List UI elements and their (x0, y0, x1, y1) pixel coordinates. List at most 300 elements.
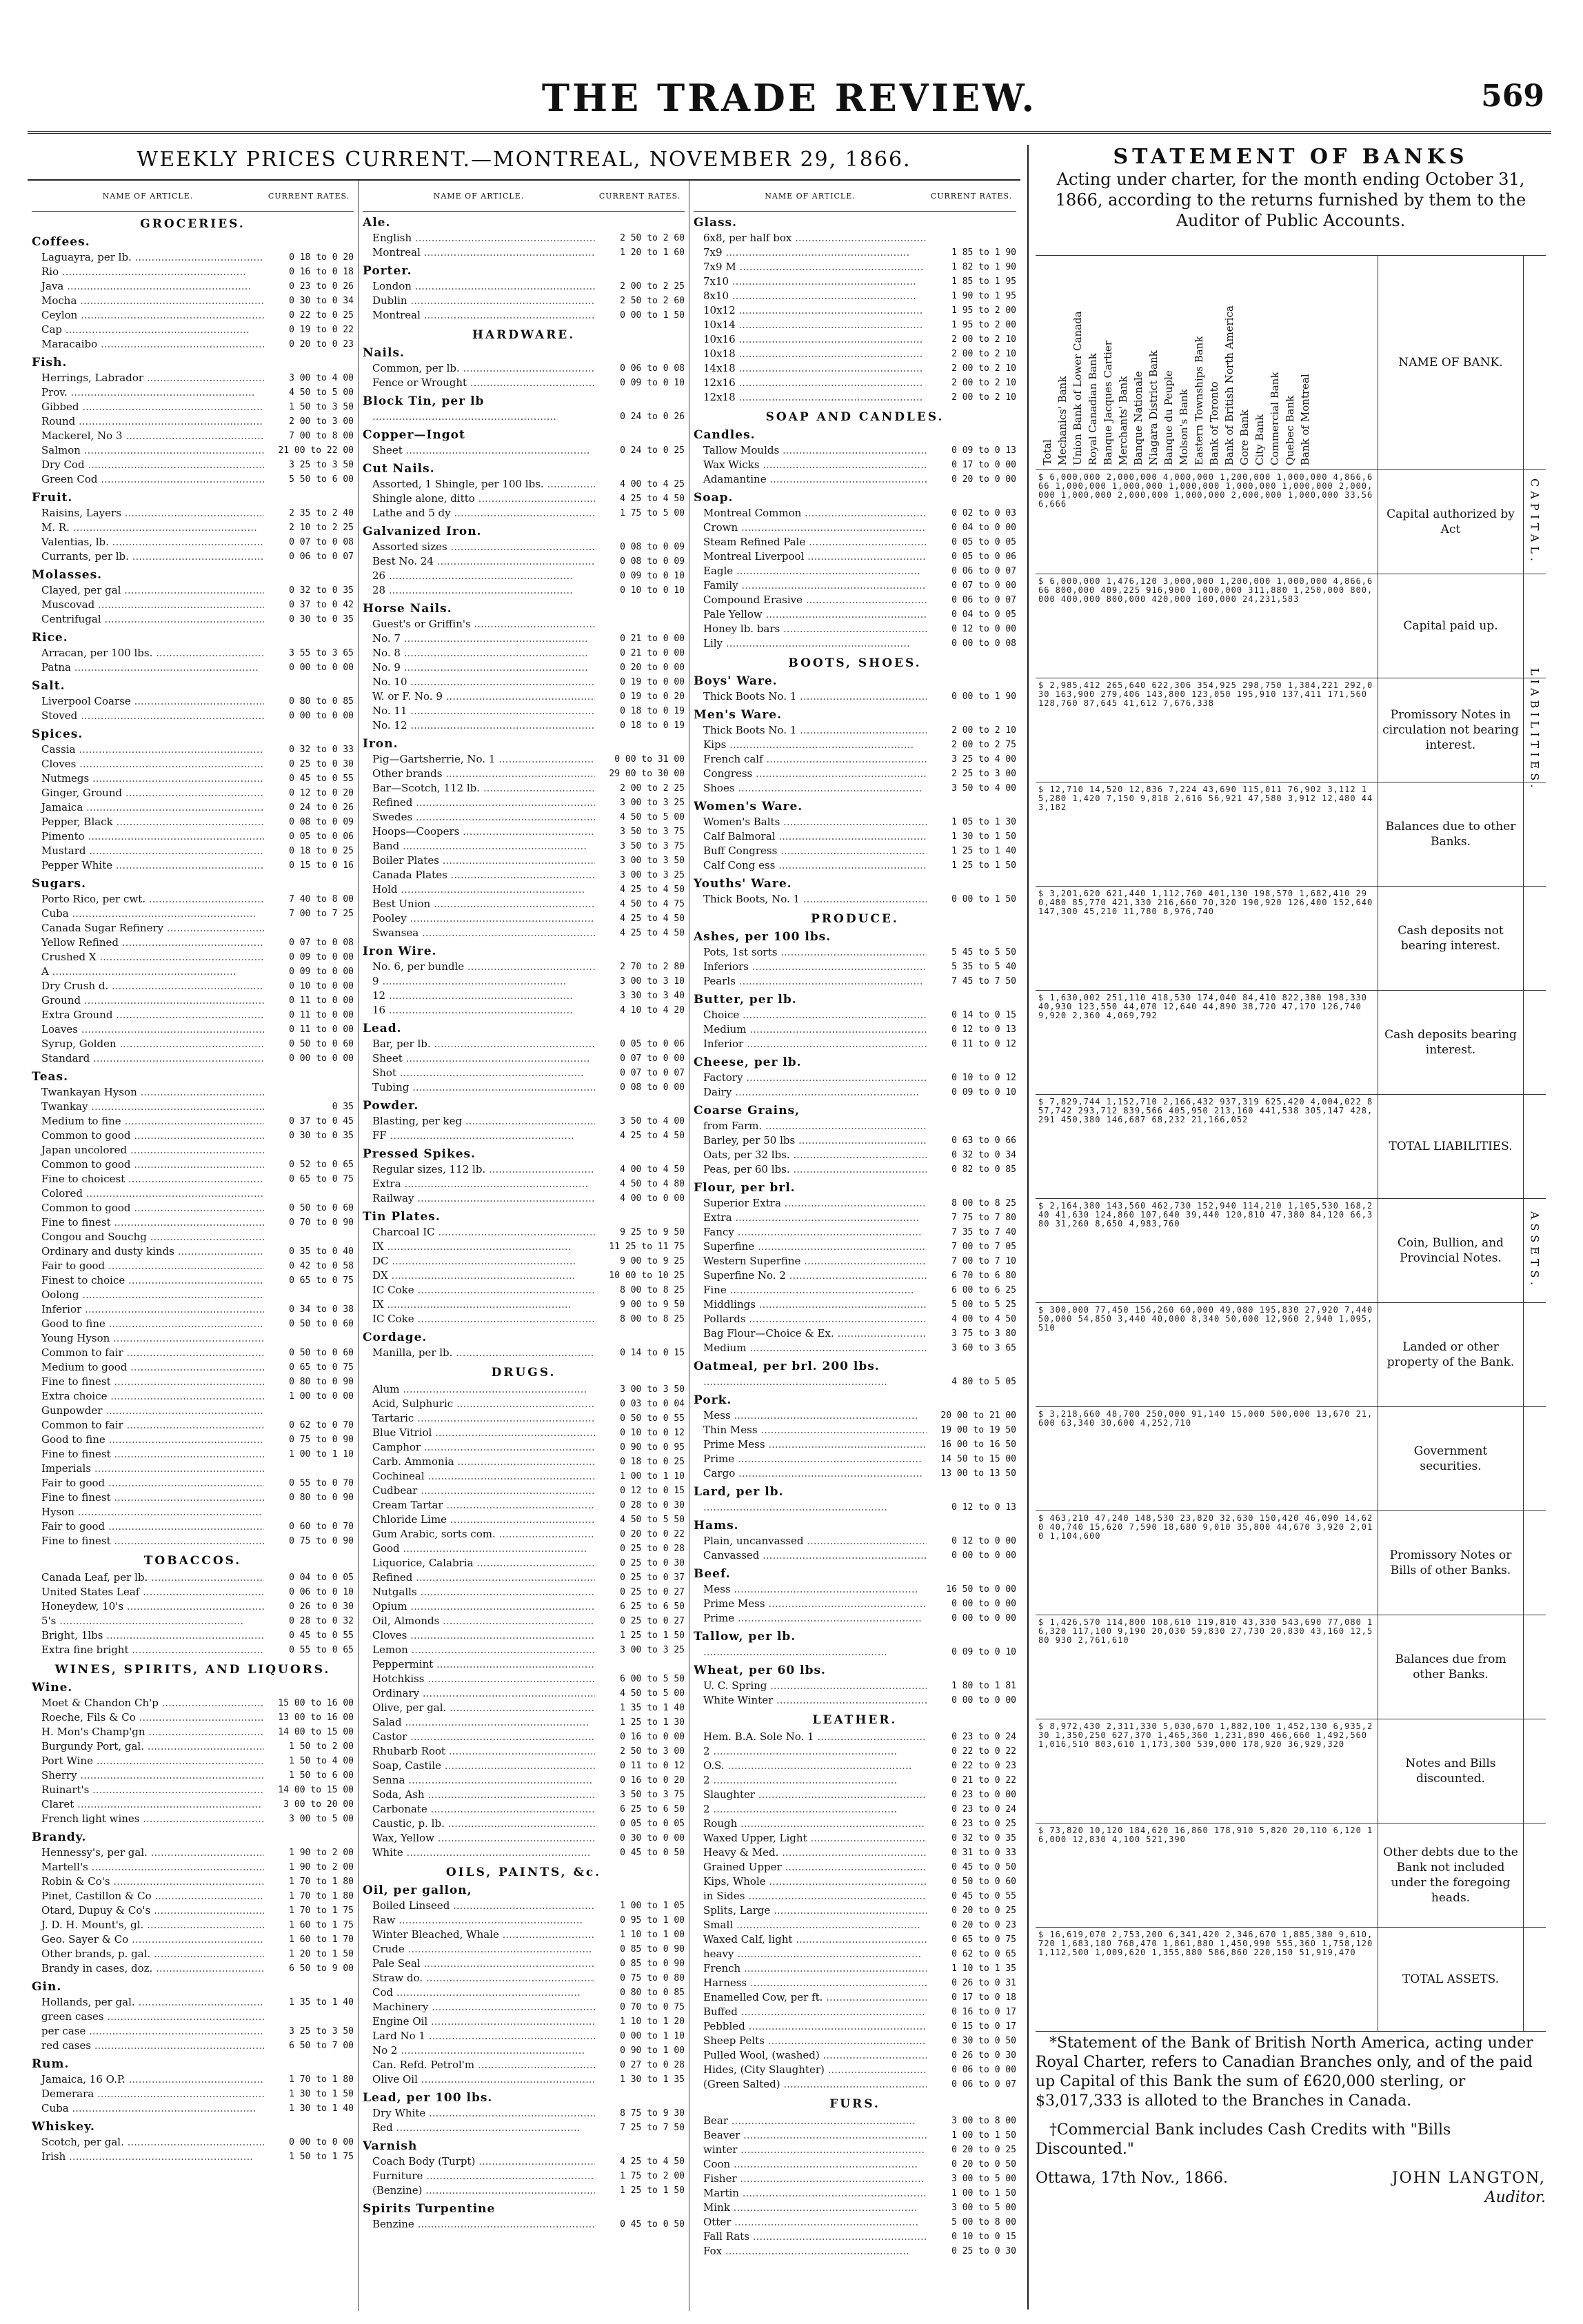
article-name: 7x9 M ..... (694, 260, 927, 274)
article-name: Fine to finest ..... (32, 1215, 264, 1230)
article-name: Maracaibo ..... (32, 337, 264, 352)
article-rate (264, 1186, 354, 1201)
price-row (363, 1003, 685, 1018)
group-label (1523, 1823, 1546, 1927)
article-name: O.S. ..... (694, 1759, 927, 1773)
article-name: Superior Extra ..... (694, 1196, 927, 1211)
article-rate: 0 05 to 0 06 (951, 552, 1016, 562)
price-row (694, 781, 1016, 796)
row-label: TOTAL LIABILITIES. (1389, 1140, 1513, 1153)
article-rate: 1 05 to 1 30 (951, 817, 1016, 827)
figures-text: $ 1,630,002 251,110 418,530 174,040 84,410 822,380 198,330 40,930 123,550 44,070 12,640 44,890 38,720 47,170 126,740 9,920 2,360 4,069,792 (1038, 993, 1368, 1020)
article-name: Oolong ..... (32, 1288, 264, 1302)
price-row (363, 2106, 685, 2121)
article-rate: 0 19 to 0 22 (289, 325, 354, 335)
article-rate (595, 1657, 685, 1672)
article-name: M. R. ..... (32, 521, 264, 535)
article-name: Pots, 1st sorts ..... (694, 945, 927, 960)
article-rate: 0 17 to 0 18 (951, 1992, 1016, 2003)
article-name: Extra ..... (363, 1177, 595, 1191)
article-name: Tallow Moulds ..... (694, 443, 927, 458)
article-rate: 0 00 to 0 00 (289, 2137, 354, 2148)
article-name: Small ..... (694, 1918, 927, 1932)
article-name: Robin & Co's ..... (32, 1875, 264, 1889)
price-row (694, 1597, 1016, 1611)
article-rate: 0 21 to 0 22 (951, 1775, 1016, 1786)
article-rate: 0 07 to 0 00 (951, 580, 1016, 591)
article-rate: 20 00 to 21 00 (940, 1411, 1016, 1421)
figures-cell (1036, 1407, 1378, 1510)
article-name: Can. Refd. Petrol'm ..... (363, 2058, 595, 2072)
bank-statement-row (1036, 1719, 1546, 1823)
article-name: Swedes ..... (363, 810, 595, 825)
footnote-commercial: †Commercial Bank includes Cash Credits with "Bills Discounted." (1036, 2121, 1451, 2158)
article-rate: 0 95 to 1 00 (620, 1915, 685, 1926)
article-rate: 1 50 to 4 00 (289, 1756, 354, 1766)
price-row (363, 1831, 685, 1846)
price-row (694, 829, 1016, 844)
price-row (32, 1317, 354, 1331)
article-rate: 1 20 to 1 60 (620, 247, 685, 258)
article-name: London ..... (363, 279, 595, 294)
price-row (32, 1739, 354, 1754)
row-label: Cash deposits not bearing interest. (1398, 924, 1504, 953)
price-row (363, 1037, 685, 1051)
article-rate: 9 25 to 9 50 (620, 1227, 685, 1237)
bank-name: Total (1041, 439, 1053, 465)
article-name: IC Coke ..... (363, 1283, 595, 1297)
article-name: Blue Vitriol ..... (363, 1426, 595, 1440)
price-row (32, 1037, 354, 1051)
price-row (32, 1404, 354, 1418)
article-rate: 0 90 to 0 95 (620, 1442, 685, 1453)
article-rate: 0 55 to 0 70 (289, 1478, 354, 1488)
article-rate: 0 80 to 0 90 (289, 1377, 354, 1387)
row-label: Cash deposits bearing interest. (1384, 1028, 1517, 1057)
article-rate: 1 50 to 6 00 (289, 1770, 354, 1781)
article-rate: 0 02 to 0 03 (951, 508, 1016, 518)
figures-text: $ 8,972,430 2,311,330 5,030,670 1,882,100 1,452,130 6,935,230 1,350,250 627,370 1,465,360 1,231,890 466,660 1,492,560 1,016,510 803,610 1,173,300 539,000 178,920 36,929,320 (1038, 1721, 1373, 1749)
article-rate: 11 25 to 11 75 (609, 1242, 685, 1252)
price-row (694, 1375, 1016, 1389)
article-name: Ceylon ..... (32, 308, 264, 323)
article-name: 6x8, per half box ..... (694, 231, 927, 245)
price-row (694, 2244, 1016, 2259)
price-row (694, 752, 1016, 767)
article-name: Pulled Wool, (washed) ..... (694, 2048, 927, 2063)
price-row (363, 1382, 685, 1397)
price-row (694, 361, 1016, 376)
category-heading: Men's Ware. (694, 708, 783, 722)
article-name: Fair to good ..... (32, 1259, 264, 1273)
price-row (363, 660, 685, 675)
price-row (32, 1585, 354, 1599)
article-rate (264, 1143, 354, 1158)
article-name: Martin ..... (694, 2186, 927, 2201)
price-row (32, 1783, 354, 1797)
article-rate: 0 45 to 0 55 (951, 1891, 1016, 1901)
price-row (32, 1418, 354, 1433)
article-rate: 0 45 to 0 50 (620, 2219, 685, 2230)
article-rate: 0 09 to 0 10 (951, 1647, 1016, 1657)
article-rate: 0 15 to 0 17 (951, 2021, 1016, 2032)
article-name: Nutgalls ..... (363, 1585, 595, 1599)
article-name: Mess ..... (694, 1408, 927, 1423)
article-name: Hotchkiss ..... (363, 1672, 595, 1686)
article-rate: 0 16 to 0 20 (620, 1775, 685, 1786)
article-name: 10x14 ..... (694, 318, 927, 332)
bank-names-list (1036, 256, 1378, 469)
article-rate: 1 50 to 3 50 (289, 402, 354, 412)
article-name: Geo. Sayer & Co ..... (32, 1932, 264, 1947)
article-name: Fall Rats ..... (694, 2230, 927, 2244)
article-name: Loaves ..... (32, 1022, 264, 1037)
price-row (363, 1628, 685, 1643)
price-row (32, 1995, 354, 2010)
price-row (694, 1875, 1016, 1889)
price-row (32, 907, 354, 921)
price-row (694, 1744, 1016, 1759)
article-rate: 4 50 to 4 80 (620, 1179, 685, 1189)
bank-statement-row (1036, 1303, 1546, 1407)
article-name: (Green Salted) ..... (694, 2077, 927, 2092)
article-name: Camphor ..... (363, 1440, 595, 1455)
article-name: No. 10 ..... (363, 675, 595, 689)
price-row (32, 1961, 354, 1976)
price-row (363, 646, 685, 660)
price-row (363, 1129, 685, 1143)
category-heading: Wheat, per 60 lbs. (694, 1664, 826, 1677)
bank-names-row (1036, 256, 1546, 470)
article-rate: 2 00 to 2 10 (951, 349, 1016, 359)
article-name: Valentias, lb. ..... (32, 535, 264, 549)
article-name: Olive Oil ..... (363, 2072, 595, 2087)
price-row (32, 660, 354, 675)
price-row (694, 723, 1016, 738)
price-row (363, 554, 685, 569)
price-row (32, 1331, 354, 1346)
article-rate: 0 15 to 0 16 (289, 860, 354, 871)
price-row (363, 1585, 685, 1599)
price-row (694, 593, 1016, 607)
price-row (32, 1389, 354, 1404)
price-row (694, 858, 1016, 873)
article-rate: 1 90 to 1 95 (951, 291, 1016, 301)
article-rate: 0 25 to 0 30 (620, 1558, 685, 1568)
article-rate: 2 50 to 2 60 (620, 296, 685, 306)
article-rate: 16 00 to 16 50 (940, 1439, 1016, 1450)
price-row (363, 1191, 685, 1206)
article-rate: 1 00 to 0 00 (289, 1391, 354, 1402)
bank-table (1036, 255, 1546, 2021)
article-name: French calf ..... (694, 752, 927, 767)
article-name: Dry Cod ..... (32, 458, 264, 472)
article-name: Railway ..... (363, 1191, 595, 1206)
article-name: Common to fair ..... (32, 1346, 264, 1360)
article-name: Fine to choicest ..... (32, 1172, 264, 1186)
article-rate: 2 00 to 2 25 (620, 783, 685, 794)
price-row (32, 800, 354, 815)
price-row (363, 1744, 685, 1759)
price-row (32, 458, 354, 472)
article-rate: 0 06 to 0 07 (289, 552, 354, 562)
article-rate: 4 80 to 5 05 (951, 1377, 1016, 1387)
article-rate: 0 06 to 0 08 (620, 363, 685, 374)
article-name (694, 1375, 927, 1389)
price-row (694, 2019, 1016, 2034)
article-name: Finest to choice ..... (32, 1273, 264, 1288)
article-name: Thick Boots No. 1 ..... (694, 723, 927, 738)
article-rate: 4 50 to 4 75 (620, 899, 685, 909)
article-name: No. 11 ..... (363, 704, 595, 718)
article-rate: 0 32 to 0 34 (951, 1150, 1016, 1160)
article-rate: 6 50 to 7 00 (289, 2041, 354, 2051)
article-rate: 1 60 to 1 75 (289, 1920, 354, 1930)
article-name: Superfine ..... (694, 1240, 927, 1254)
article-name: Roeche, Fils & Co ..... (32, 1710, 264, 1725)
bank-name: Commercial Bank (1269, 372, 1281, 465)
price-row (694, 458, 1016, 472)
article-rate: 0 10 to 0 15 (951, 2232, 1016, 2242)
article-name: Raisins, Layers ..... (32, 506, 264, 521)
article-rate: 0 42 to 0 58 (289, 1261, 354, 1271)
group-label (1523, 1719, 1546, 1823)
article-name: 2 ..... (694, 1773, 927, 1788)
price-row (32, 549, 354, 564)
price-row (32, 1302, 354, 1317)
price-row (363, 1846, 685, 1860)
group-label: LIABILITIES. (1523, 678, 1546, 782)
article-name: Barley, per 50 lbs ..... (694, 1133, 927, 1148)
article-rate: 1 35 to 1 40 (620, 1703, 685, 1713)
bank-statement-row (1036, 1511, 1546, 1615)
article-name: Ordinary and dusty kinds ..... (32, 1244, 264, 1259)
price-row (32, 709, 354, 723)
price-row (32, 2087, 354, 2101)
price-row (363, 1240, 685, 1254)
price-row (32, 1433, 354, 1447)
article-rate: 0 60 to 0 70 (289, 1522, 354, 1532)
article-rate: 0 45 to 0 55 (289, 1630, 354, 1641)
statement-heading: STATEMENT OF BANKS (1113, 145, 1469, 169)
group-label (1523, 1095, 1546, 1198)
article-rate: 0 05 to 0 06 (289, 831, 354, 842)
row-label: Coin, Bullion, and Provincial Notes. (1397, 1236, 1504, 1265)
article-name: Honey lb. bars ..... (694, 622, 927, 636)
price-row (363, 1484, 685, 1498)
article-name: A ..... (32, 964, 264, 979)
article-name: Carbonate ..... (363, 1802, 595, 1817)
price-row (363, 704, 685, 718)
price-row (363, 1643, 685, 1657)
article-name: Prov. ..... (32, 385, 264, 400)
article-rate: 0 00 to 0 00 (951, 1695, 1016, 1706)
article-rate: 2 10 to 2 25 (289, 523, 354, 533)
price-row (363, 2043, 685, 2058)
current-rates-header: CURRENT RATES. (598, 191, 681, 201)
article-name: Muscovad ..... (32, 598, 264, 612)
article-name: in Sides ..... (694, 1889, 927, 1903)
article-rate: 0 30 to 0 00 (620, 1833, 685, 1843)
article-rate (264, 1331, 354, 1346)
article-rate: 2 00 to 2 10 (951, 725, 1016, 736)
price-row (32, 1022, 354, 1037)
article-name: 12x16 ..... (694, 376, 927, 390)
article-rate: 0 50 to 0 60 (289, 1039, 354, 1049)
price-row (32, 385, 354, 400)
article-rate: 4 25 to 4 50 (620, 885, 685, 895)
article-name: Dry Crush d. ..... (32, 979, 264, 993)
price-row (363, 477, 685, 492)
article-name: Common to good ..... (32, 1201, 264, 1215)
article-rate: 0 23 to 0 25 (951, 1819, 1016, 1829)
article-name: Cochineal ..... (363, 1469, 595, 1484)
article-name: Colored ..... (32, 1186, 264, 1201)
article-rate: 0 85 to 0 90 (620, 1944, 685, 1954)
article-name: 10x16 ..... (694, 332, 927, 347)
article-rate: 0 18 to 0 25 (289, 846, 354, 856)
price-row (694, 1312, 1016, 1326)
article-name: IX ..... (363, 1240, 595, 1254)
article-rate: 14 00 to 15 00 (278, 1727, 354, 1737)
price-row (694, 1254, 1016, 1269)
article-name: Family ..... (694, 578, 927, 593)
article-rate: 0 24 to 0 26 (289, 802, 354, 813)
article-rate: 0 04 to 0 05 (289, 1573, 354, 1583)
category-heading: Fruit. (32, 491, 73, 505)
category-heading: Ashes, per 100 lbs. (694, 930, 831, 944)
group-label (1523, 1511, 1546, 1615)
article-rate: 0 16 to 0 00 (620, 1732, 685, 1742)
article-name: Chloride Lime ..... (363, 1513, 595, 1527)
article-name: Good ..... (363, 1542, 595, 1556)
article-rate: 0 24 to 0 25 (620, 445, 685, 456)
article-rate: 7 45 to 7 50 (951, 976, 1016, 987)
price-row (694, 1611, 1016, 1626)
article-rate: 0 25 to 0 27 (620, 1587, 685, 1597)
article-rate: 0 35 to 0 40 (289, 1246, 354, 1257)
bank-name: Quebec Bank (1284, 395, 1296, 465)
article-rate: 0 70 to 0 90 (289, 1217, 354, 1228)
price-row (694, 1802, 1016, 1817)
article-rate: 0 08 to 0 00 (620, 1082, 685, 1093)
article-name: Coon ..... (694, 2157, 927, 2172)
price-row (694, 1582, 1016, 1597)
article-rate: 0 28 to 0 30 (620, 1500, 685, 1510)
article-rate: 0 18 to 0 20 (289, 252, 354, 263)
section-heading: SOAP AND CANDLES. (765, 410, 945, 424)
article-name: No. 7 ..... (363, 631, 595, 646)
price-row (32, 1288, 354, 1302)
article-name: Manilla, per lb. ..... (363, 1346, 595, 1360)
article-name: Mustard ..... (32, 844, 264, 858)
article-rate: 0 62 to 0 65 (951, 1949, 1016, 1959)
article-name: W. or F. No. 9 ..... (363, 689, 595, 704)
figures-cell (1036, 991, 1378, 1094)
article-name: heavy ..... (694, 1947, 927, 1961)
price-row (363, 1899, 685, 1913)
price-row (32, 1186, 354, 1201)
article-name: Fine to finest ..... (32, 1534, 264, 1548)
price-row (32, 371, 354, 385)
article-rate: 0 14 to 0 15 (951, 1010, 1016, 1020)
article-name: Inferiors ..... (694, 960, 927, 974)
price-row (32, 1812, 354, 1826)
price-row (694, 1730, 1016, 1744)
article-rate: 2 50 to 3 00 (620, 1746, 685, 1757)
price-row (694, 1022, 1016, 1037)
price-row (32, 1273, 354, 1288)
price-row (32, 1462, 354, 1476)
price-row (694, 960, 1016, 974)
price-row (363, 1297, 685, 1312)
price-row (363, 1985, 685, 2000)
article-name: Extra ..... (694, 1211, 927, 1225)
article-name: Standard ..... (32, 1051, 264, 1066)
article-rate: 0 09 to 0 10 (620, 378, 685, 388)
price-row (32, 2150, 354, 2164)
article-name: Canada Leaf, per lb. ..... (32, 1570, 264, 1585)
row-label: TOTAL ASSETS. (1402, 1972, 1500, 1986)
column-header (32, 181, 354, 212)
price-row (363, 2183, 685, 2198)
article-rate: 1 25 to 1 30 (620, 1717, 685, 1728)
article-rate: 0 10 to 0 12 (620, 1428, 685, 1438)
price-row (694, 1408, 1016, 1423)
article-rate: 3 00 to 3 25 (620, 870, 685, 880)
category-heading: Galvanized Iron. (363, 525, 482, 538)
price-row (32, 2010, 354, 2024)
price-row (363, 1957, 685, 1971)
article-rate (264, 1505, 354, 1519)
article-rate: 0 37 to 0 45 (289, 1116, 354, 1126)
price-row (363, 810, 685, 825)
article-rate: 7 00 to 7 10 (951, 1256, 1016, 1266)
article-name: H. Mon's Champ'gn ..... (32, 1725, 264, 1739)
price-row (32, 694, 354, 709)
price-row (32, 279, 354, 294)
article-name: Lard No 1 ..... (363, 2029, 595, 2043)
article-rate: 0 65 to 0 75 (289, 1275, 354, 1286)
price-row (694, 1500, 1016, 1515)
article-rate: 14 00 to 15 00 (278, 1785, 354, 1795)
price-row (32, 993, 354, 1008)
article-rate: 14 50 to 15 00 (940, 1454, 1016, 1464)
article-name: Jamaica, 16 O.P. ..... (32, 2072, 264, 2087)
article-name: IX ..... (363, 1297, 595, 1312)
article-name: Carb. Ammonia ..... (363, 1455, 595, 1469)
price-row (32, 1710, 354, 1725)
article-name: Extra fine bright ..... (32, 1643, 264, 1657)
article-name: Centrifugal ..... (32, 612, 264, 627)
price-row (694, 892, 1016, 907)
article-rate (264, 1462, 354, 1476)
article-name: 26 ..... (363, 569, 595, 583)
figures-cell (1036, 1928, 1378, 2031)
column-header (363, 181, 685, 212)
price-row (363, 960, 685, 974)
article-rate: 0 12 to 0 13 (951, 1024, 1016, 1035)
article-rate: 6 70 to 6 80 (951, 1271, 1016, 1281)
price-row (363, 2169, 685, 2183)
price-row (694, 2077, 1016, 2092)
article-name: Ordinary ..... (363, 1686, 595, 1701)
price-row (694, 1341, 1016, 1355)
price-row (694, 2034, 1016, 2048)
article-name: Canada Plates ..... (363, 868, 595, 882)
article-name: Sheet ..... (363, 443, 595, 458)
article-rate: 1 00 to 1 05 (620, 1901, 685, 1911)
